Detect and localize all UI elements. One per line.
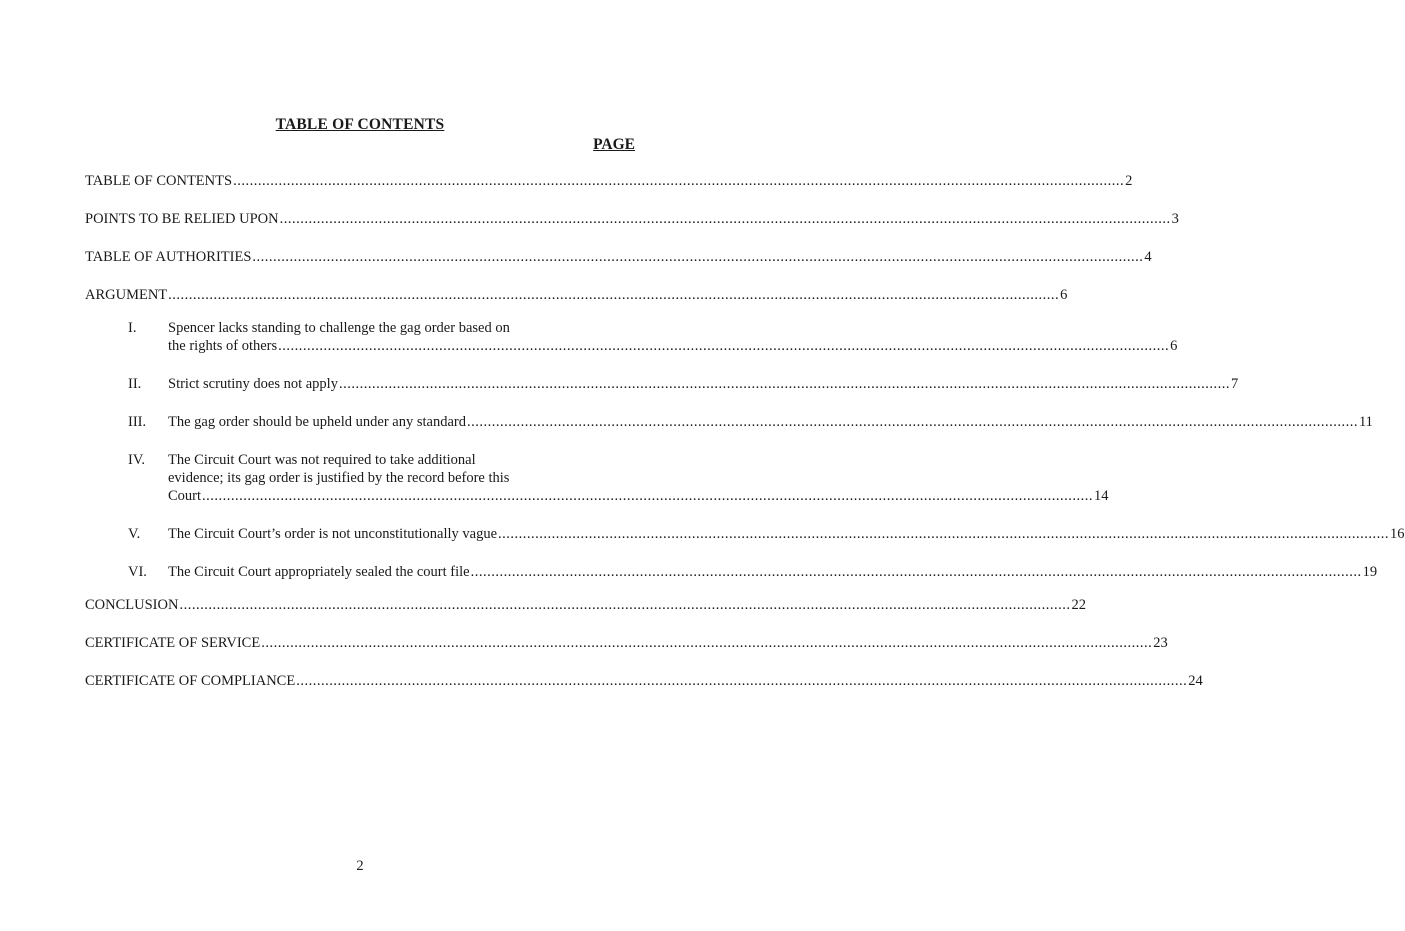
toc-entry-argument [85, 285, 1068, 305]
leader-dots [471, 563, 1362, 581]
toc-entry-page: 3 [1171, 211, 1179, 227]
leader-dots [261, 633, 1152, 653]
toc-entry-label: CERTIFICATE OF SERVICE [85, 635, 261, 651]
leader-dots [168, 285, 1059, 305]
toc-entry-points-relied-upon [85, 209, 1179, 229]
subentry-numeral: II. [128, 376, 142, 392]
toc-subentry-iii [85, 413, 1373, 431]
subentry-text-last: The Circuit Court appropriately sealed the court file [168, 564, 470, 580]
toc-entry-label: TABLE OF CONTENTS [85, 173, 233, 189]
subentry-page: 7 [1230, 376, 1239, 392]
subentry-text-last: Strict scrutiny does not apply [168, 376, 338, 392]
subentry-text-last: The gag order should be upheld under any standard [168, 414, 466, 430]
leader-dots [252, 247, 1143, 267]
subentry-numeral: III. [128, 414, 147, 430]
toc-entry-label: CONCLUSION [85, 597, 179, 613]
subentry-numeral: I. [128, 320, 137, 336]
toc-entry-page: 23 [1153, 635, 1168, 651]
subentry-numeral: VI. [128, 564, 147, 580]
toc-subentry-vi [85, 563, 1378, 581]
subentry-numeral: V. [128, 526, 141, 542]
subentry-page: 14 [1094, 488, 1109, 504]
subentry-text-line: Spencer lacks standing to challenge the gag order based on [168, 320, 510, 336]
page-number: 2 [356, 858, 364, 874]
toc-title: TABLE OF CONTENTS [275, 116, 445, 133]
toc-entry-certificate-of-compliance [85, 671, 1203, 691]
toc-entry-table-of-contents [85, 171, 1133, 191]
leader-dots [339, 375, 1230, 393]
subentry-page: 19 [1362, 564, 1378, 580]
toc-entry-conclusion [85, 595, 1086, 615]
leader-dots [498, 525, 1389, 543]
toc-subentry-i [85, 319, 1178, 355]
toc-entry-page: 2 [1125, 173, 1133, 189]
page-column-header: PAGE [593, 136, 635, 153]
toc-entry-page: 22 [1071, 597, 1086, 613]
subentry-text-line: evidence; its gag order is justified by the record before this [168, 470, 510, 486]
subentry-text-last: The Circuit Court’s order is not unconstitutionally vague [168, 526, 498, 542]
toc-entry-page: 24 [1188, 673, 1203, 689]
toc-subentry-v [85, 525, 1405, 543]
leader-dots [467, 413, 1358, 431]
subentry-numeral: IV. [128, 452, 146, 468]
leader-dots [202, 487, 1093, 505]
subentry-text-last: Court [168, 488, 202, 504]
leader-dots [233, 171, 1124, 191]
leader-dots [296, 671, 1187, 691]
toc-entry-page: 6 [1060, 287, 1068, 303]
leader-dots [278, 337, 1169, 355]
subentry-page: 11 [1358, 414, 1373, 430]
leader-dots [179, 595, 1070, 615]
subentry-text-line: The Circuit Court was not required to take additional [168, 452, 476, 468]
toc-entry-label: CERTIFICATE OF COMPLIANCE [85, 673, 296, 689]
toc-entry-label: ARGUMENT [85, 287, 168, 303]
toc-entry-page: 4 [1144, 249, 1152, 265]
subentry-page: 16 [1390, 526, 1405, 542]
toc-subentry-iv [85, 451, 1109, 505]
toc-entry-label: TABLE OF AUTHORITIES [85, 249, 252, 265]
toc-entry-label: POINTS TO BE RELIED UPON [85, 211, 279, 227]
toc-list [85, 171, 1405, 709]
subentry-text-last: the rights of others [168, 338, 278, 354]
subentry-page: 6 [1170, 338, 1178, 354]
leader-dots [280, 209, 1171, 229]
toc-entry-certificate-of-service [85, 633, 1168, 653]
toc-entry-table-of-authorities [85, 247, 1152, 267]
toc-subentry-ii [85, 375, 1239, 393]
